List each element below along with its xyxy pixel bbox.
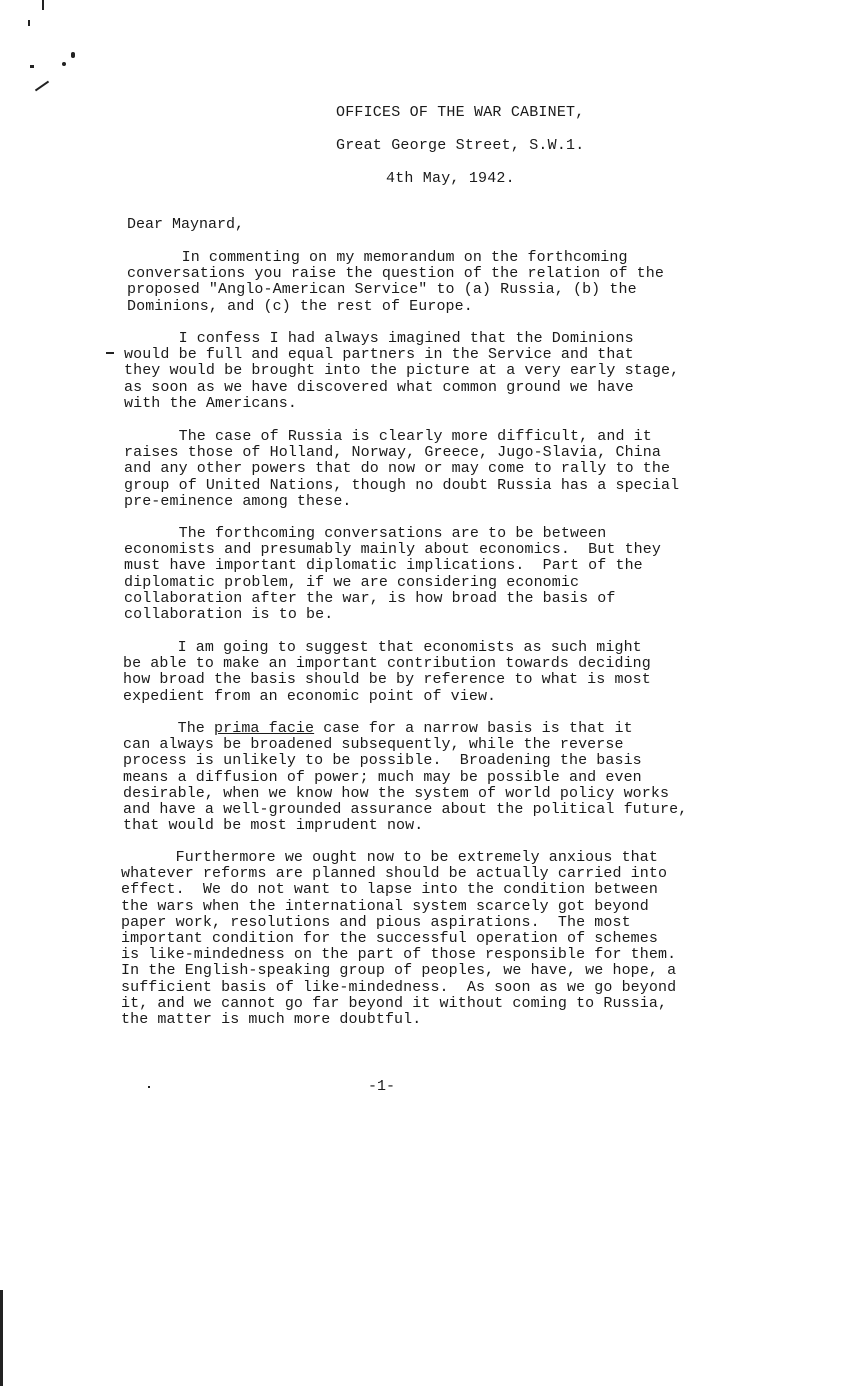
paragraph-line: I confess I had always imagined that the Dominions: [124, 330, 634, 347]
margin-mark: [35, 81, 49, 92]
paragraph-line: sufficient basis of like-mindedness. As soon as we go beyond: [121, 978, 677, 996]
margin-mark: [62, 62, 66, 66]
paragraph-line: and any other powers that do now or may come to rally to the: [124, 460, 671, 478]
paragraph-line: means a diffusion of power; much may be possible and even: [123, 768, 642, 786]
binding-edge-mark: [0, 1290, 3, 1386]
paragraph-line: be able to make an important contribution towards deciding: [123, 655, 651, 673]
paragraph-line-suffix: case for a narrow basis is that it: [314, 720, 633, 737]
paragraph-line: conversations you raise the question of the relation of the: [127, 265, 664, 283]
salutation: Dear Maynard,: [127, 216, 245, 233]
paragraph-line: paper work, resolutions and pious aspirations. The most: [121, 913, 631, 931]
paragraph-line: as soon as we have discovered what common ground we have: [124, 378, 634, 396]
letterhead-office: OFFICES OF THE WAR CABINET,: [336, 104, 585, 121]
margin-mark: [42, 0, 44, 10]
paragraph-line: that would be most imprudent now.: [123, 817, 424, 835]
paragraph-line: the wars when the international system scarcely got beyond: [121, 897, 649, 915]
paragraph-line: Dominions, and (c) the rest of Europe.: [127, 297, 473, 315]
paragraph-line: whatever reforms are planned should be actually carried into: [121, 865, 668, 883]
margin-mark: [71, 52, 75, 58]
paragraph-line: collaboration is to be.: [124, 606, 334, 624]
paragraph-line: effect. We do not want to lapse into the condition between: [121, 881, 658, 899]
letterhead-address: Great George Street, S.W.1.: [336, 137, 585, 154]
paragraph-line-prefix: The: [123, 720, 215, 737]
paragraph-line: proposed "Anglo-American Service" to (a) Russia, (b) the: [127, 281, 637, 299]
paragraph-line: Furthermore we ought now to be extremely anxious that: [121, 849, 658, 866]
margin-mark: [30, 65, 34, 68]
paragraph-line: In the English-speaking group of peoples, we have, we hope, a: [121, 962, 677, 980]
paragraph-6: [123, 721, 687, 834]
paragraph-line: I am going to suggest that economists as such might: [123, 639, 642, 656]
paragraph-line: group of United Nations, though no doubt Russia has a special: [124, 476, 680, 494]
paragraph-line: it, and we cannot go far beyond it without coming to Russia,: [121, 994, 668, 1012]
paragraph-line: expedient from an economic point of view.: [123, 687, 497, 705]
paragraph-line: with the Americans.: [124, 394, 297, 412]
paragraph-3: [124, 429, 679, 510]
paragraph-line: pre-eminence among these.: [124, 492, 352, 510]
paragraph-line: The case of Russia is clearly more difficult, and it: [124, 428, 652, 445]
paragraph-7: [121, 850, 676, 1028]
margin-mark: [106, 352, 114, 354]
paragraph-line: the matter is much more doubtful.: [121, 1011, 422, 1029]
paragraph-5: [123, 640, 651, 705]
page-number: -1-: [368, 1078, 396, 1095]
paragraph-line: The forthcoming conversations are to be between: [124, 525, 607, 542]
margin-mark: [28, 20, 30, 26]
paragraph-line: is like-mindedness on the part of those responsible for them.: [121, 946, 677, 964]
paragraph-2: [124, 331, 679, 412]
paragraph-line: they would be brought into the picture at a very early stage,: [124, 362, 680, 380]
paragraph-line: economists and presumably mainly about economics. But they: [124, 541, 661, 559]
paragraph-line: and have a well-grounded assurance about the political future,: [123, 801, 688, 819]
paragraph-line: In commenting on my memorandum on the forthcoming: [127, 249, 628, 266]
underlined-phrase: prima facie: [214, 720, 315, 737]
paragraph-4: [124, 526, 661, 623]
paragraph-line: can always be broadened subsequently, while the reverse: [123, 736, 624, 754]
letter-date: 4th May, 1942.: [386, 170, 515, 187]
paragraph-line: would be full and equal partners in the Service and that: [124, 346, 634, 364]
paragraph-line: process is unlikely to be possible. Broadening the basis: [123, 752, 642, 770]
paragraph-line: desirable, when we know how the system of world policy works: [123, 784, 670, 802]
paragraph-line: raises those of Holland, Norway, Greece, Jugo-Slavia, China: [124, 444, 661, 462]
paragraph-line: diplomatic problem, if we are considering economic: [124, 573, 580, 591]
stray-dot: [148, 1086, 150, 1088]
paragraph-line: how broad the basis should be by reference to what is most: [123, 671, 651, 689]
paragraph-line: collaboration after the war, is how broad the basis of: [124, 589, 616, 607]
paragraph-1: [127, 250, 664, 315]
paragraph-line: must have important diplomatic implications. Part of the: [124, 557, 643, 575]
paragraph-line: important condition for the successful operation of schemes: [121, 930, 658, 948]
